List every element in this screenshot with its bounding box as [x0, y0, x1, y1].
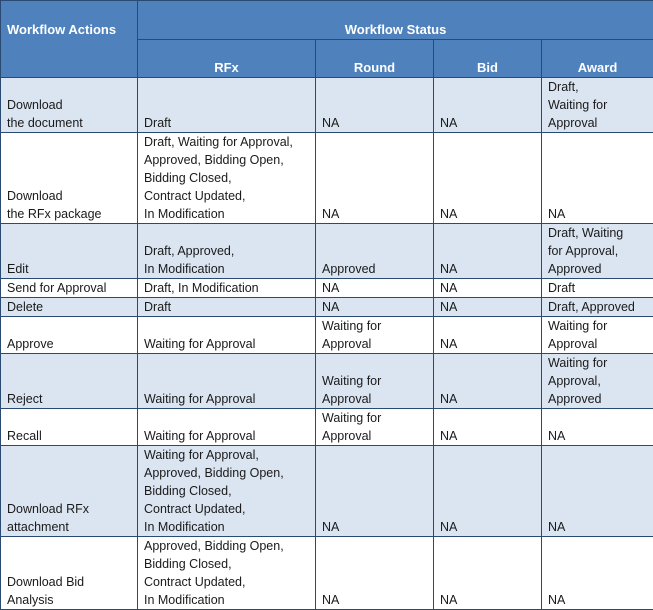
bid-cell [434, 279, 542, 298]
action-cell [1, 354, 138, 409]
table-row [1, 279, 653, 298]
round-text: NA [322, 205, 427, 223]
round-text: NA [322, 114, 427, 132]
award-text: Waiting for Approval [548, 317, 647, 353]
round-cell [316, 354, 434, 409]
award-text: NA [548, 518, 647, 536]
award-text: Draft, Waiting for Approval, Approved [548, 224, 647, 278]
bid-text: NA [440, 260, 535, 278]
table-row [1, 409, 653, 446]
round-cell [316, 224, 434, 279]
round-cell [316, 317, 434, 354]
bid-text: NA [440, 279, 535, 297]
rfx-text: Waiting for Approval, Approved, Bidding Open, Bidding Closed, Contract Updated, In Modification [144, 446, 309, 536]
award-cell [542, 224, 653, 279]
bid-text: NA [440, 427, 535, 445]
award-text: Draft [548, 279, 647, 297]
bid-cell [434, 409, 542, 446]
table-row [1, 317, 653, 354]
rfx-cell [138, 409, 316, 446]
action-cell [1, 224, 138, 279]
action-text: Download RFx attachment [7, 500, 131, 536]
action-text: Send for Approval [7, 279, 131, 297]
award-cell [542, 409, 653, 446]
award-text: NA [548, 427, 647, 445]
award-cell [542, 317, 653, 354]
rfx-text: Draft, Approved, In Modification [144, 242, 309, 278]
round-text: NA [322, 518, 427, 536]
rfx-cell [138, 298, 316, 317]
round-cell [316, 78, 434, 133]
table-row [1, 78, 653, 133]
bid-text: NA [440, 390, 535, 408]
round-text: Approved [322, 260, 427, 278]
action-cell [1, 78, 138, 133]
header-col-bid: Bid [434, 40, 542, 78]
bid-text: NA [440, 114, 535, 132]
round-text: NA [322, 591, 427, 609]
action-cell [1, 133, 138, 224]
table-row [1, 298, 653, 317]
rfx-cell [138, 317, 316, 354]
award-text: Draft, Approved [548, 298, 647, 316]
rfx-text: Waiting for Approval [144, 335, 309, 353]
bid-cell [434, 133, 542, 224]
round-text: Waiting for Approval [322, 409, 427, 445]
bid-text: NA [440, 591, 535, 609]
rfx-text: Waiting for Approval [144, 390, 309, 408]
rfx-cell [138, 78, 316, 133]
round-text: Waiting for Approval [322, 317, 427, 353]
rfx-text: Waiting for Approval [144, 427, 309, 445]
bid-text: NA [440, 298, 535, 316]
round-cell [316, 279, 434, 298]
bid-cell [434, 354, 542, 409]
table-row [1, 224, 653, 279]
action-text: Delete [7, 298, 131, 316]
action-text: Recall [7, 427, 131, 445]
round-cell [316, 133, 434, 224]
header-workflow-actions: Workflow Actions [1, 1, 138, 78]
rfx-cell [138, 354, 316, 409]
award-cell [542, 446, 653, 537]
header-row-top [1, 1, 653, 40]
bid-text: NA [440, 205, 535, 223]
action-text: Reject [7, 390, 131, 408]
action-cell [1, 446, 138, 537]
round-text: NA [322, 279, 427, 297]
rfx-cell [138, 279, 316, 298]
action-cell [1, 298, 138, 317]
rfx-text: Approved, Bidding Open, Bidding Closed, Contract Updated, In Modification [144, 537, 309, 609]
rfx-text: Draft, Waiting for Approval, Approved, Bidding Open, Bidding Closed, Contract Updated, In Modification [144, 133, 309, 223]
award-text: Waiting for Approval, Approved [548, 354, 647, 408]
rfx-cell [138, 224, 316, 279]
round-text: Waiting for Approval [322, 372, 427, 408]
rfx-text: Draft, In Modification [144, 279, 309, 297]
award-text: NA [548, 205, 647, 223]
action-cell [1, 409, 138, 446]
award-cell [542, 279, 653, 298]
bid-cell [434, 298, 542, 317]
header-workflow-status: Workflow Status [138, 1, 653, 40]
rfx-cell [138, 446, 316, 537]
action-text: Approve [7, 335, 131, 353]
table-row [1, 446, 653, 537]
rfx-text: Draft [144, 114, 309, 132]
action-text: Download the RFx package [7, 187, 131, 223]
bid-cell [434, 446, 542, 537]
bid-text: NA [440, 518, 535, 536]
award-text: NA [548, 591, 647, 609]
header-col-rfx: RFx [138, 40, 316, 78]
award-cell [542, 354, 653, 409]
round-cell [316, 446, 434, 537]
round-cell [316, 298, 434, 317]
rfx-text: Draft [144, 298, 309, 316]
header-col-round: Round [316, 40, 434, 78]
round-cell [316, 409, 434, 446]
action-cell [1, 317, 138, 354]
award-cell [542, 133, 653, 224]
table-row [1, 354, 653, 409]
action-text: Download Bid Analysis [7, 573, 131, 609]
round-text: NA [322, 298, 427, 316]
header-col-award: Award [542, 40, 653, 78]
action-text: Download the document [7, 96, 131, 132]
award-cell [542, 78, 653, 133]
action-cell [1, 279, 138, 298]
bid-cell [434, 317, 542, 354]
bid-cell [434, 78, 542, 133]
rfx-cell [138, 133, 316, 224]
bid-text: NA [440, 335, 535, 353]
action-text: Edit [7, 260, 131, 278]
bid-cell [434, 224, 542, 279]
award-text: Draft, Waiting for Approval [548, 78, 647, 132]
table-row [1, 133, 653, 224]
award-cell [542, 298, 653, 317]
